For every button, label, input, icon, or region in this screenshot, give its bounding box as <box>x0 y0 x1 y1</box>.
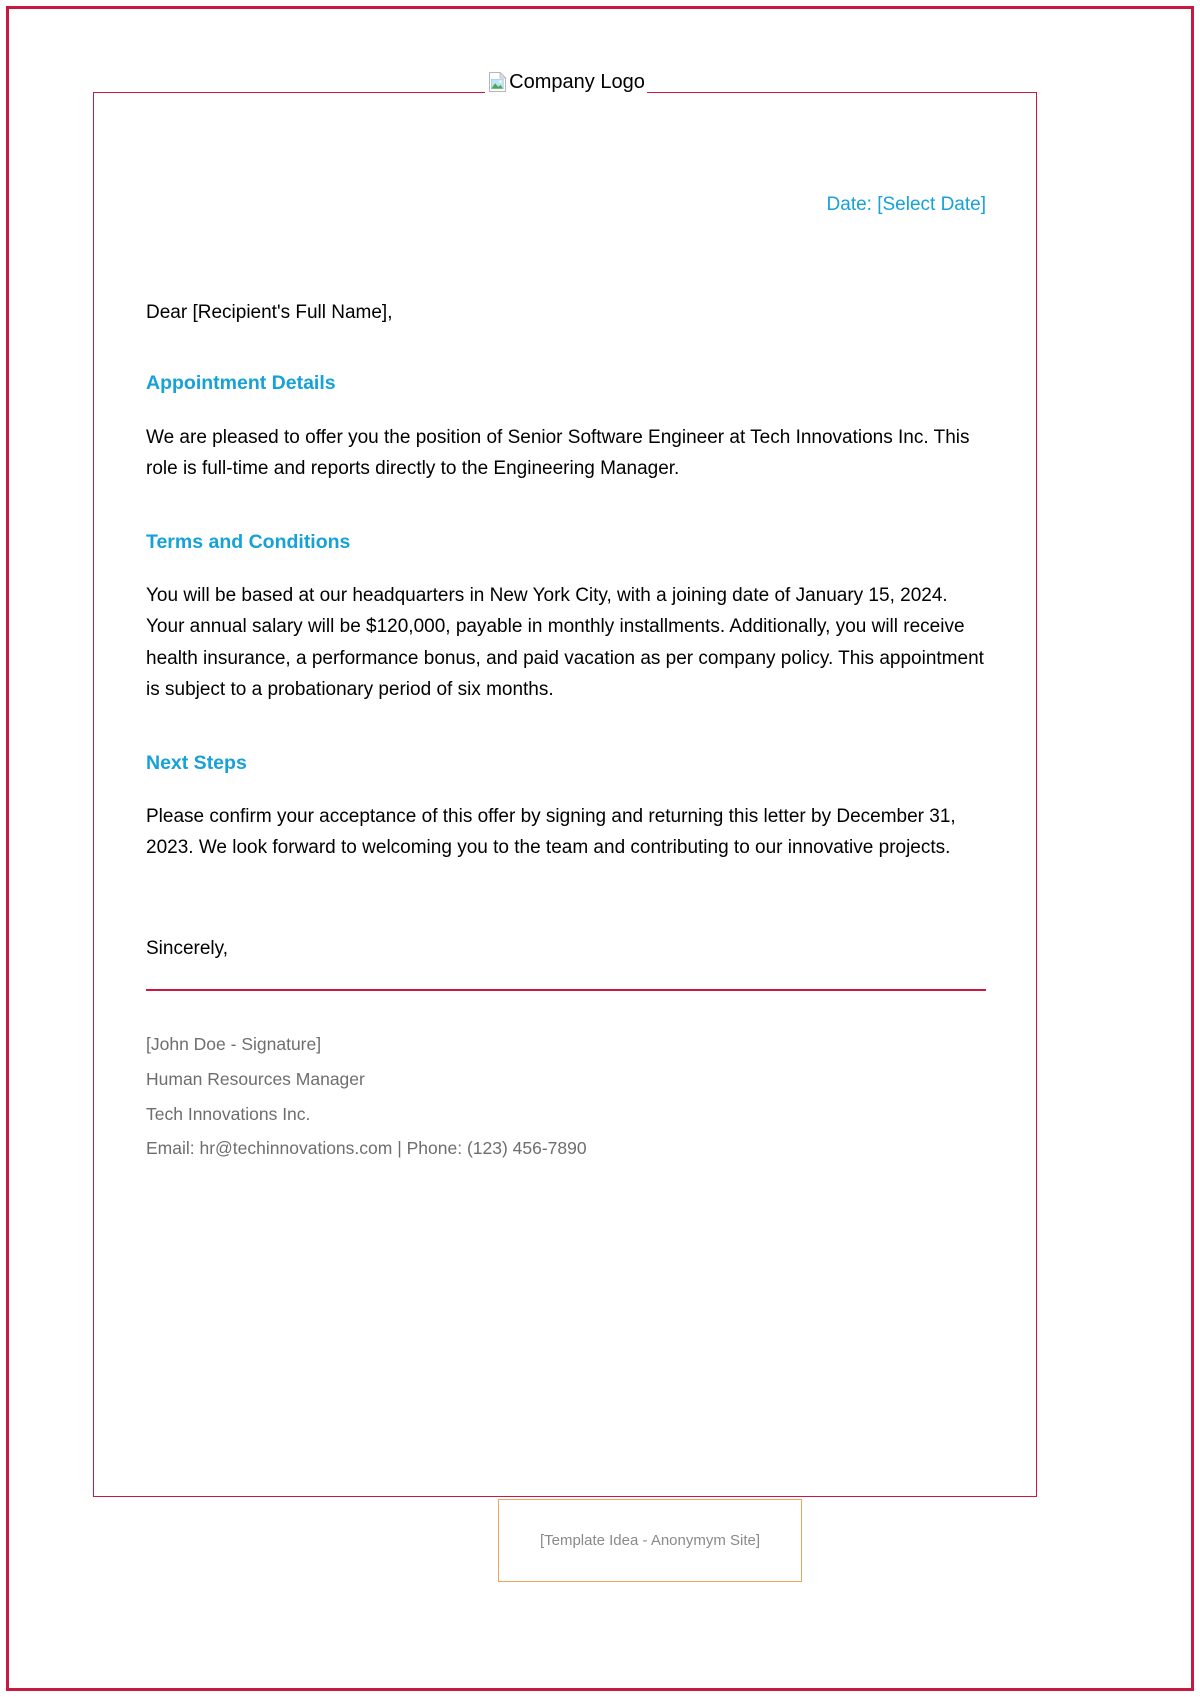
signature-contact: Email: hr@techinnovations.com | Phone: (123) 456-7890 <box>146 1138 587 1159</box>
section-next-steps <box>146 751 986 864</box>
section-body: Please confirm your acceptance of this offer by signing and returning this letter by December 31, 2023. We look forward to welcoming you to the team and contributing to our innovative projects. <box>146 806 956 859</box>
letter-document-sheet <box>93 71 1037 1549</box>
salutation-line: Dear [Recipient's Full Name], <box>146 301 393 323</box>
company-logo-header <box>94 71 1038 93</box>
date-field[interactable]: Date: [Select Date] <box>826 194 986 215</box>
signature-company: Tech Innovations Inc. <box>146 1103 311 1124</box>
section-body: We are pleased to offer you the position of Senior Software Engineer at Tech Innovations Inc. This role is full-time and reports directly to the Engineering Manager. <box>146 426 970 479</box>
section-heading: Terms and Conditions <box>146 530 351 553</box>
template-credit-text: [Template Idea - Anonymym Site] <box>539 1531 761 1549</box>
section-appointment-details <box>146 371 986 484</box>
broken-image-icon <box>487 71 509 93</box>
signature-divider <box>146 989 986 991</box>
section-terms-and-conditions <box>146 530 986 705</box>
section-heading: Next Steps <box>146 751 247 774</box>
section-body: You will be based at our headquarters in New York City, with a joining date of January 15, 2024. Your annual salary will be $120,000, payable in monthly installments. Additionally, you will receive health insurance, a performance bonus, and paid vacation as per company policy. This appointment is subject to a probationary period of six months. <box>146 585 984 700</box>
logo-placeholder <box>485 71 647 93</box>
logo-alt-text: Company Logo <box>509 71 645 93</box>
letter-content <box>146 93 986 1166</box>
template-credit-box <box>498 1499 802 1582</box>
page-border-frame <box>6 6 1194 1691</box>
closing-line: Sincerely, <box>146 937 229 959</box>
section-heading: Appointment Details <box>146 372 336 395</box>
signature-name: [John Doe - Signature] <box>146 1034 322 1055</box>
signature-title: Human Resources Manager <box>146 1068 365 1089</box>
signature-block <box>146 1027 986 1166</box>
